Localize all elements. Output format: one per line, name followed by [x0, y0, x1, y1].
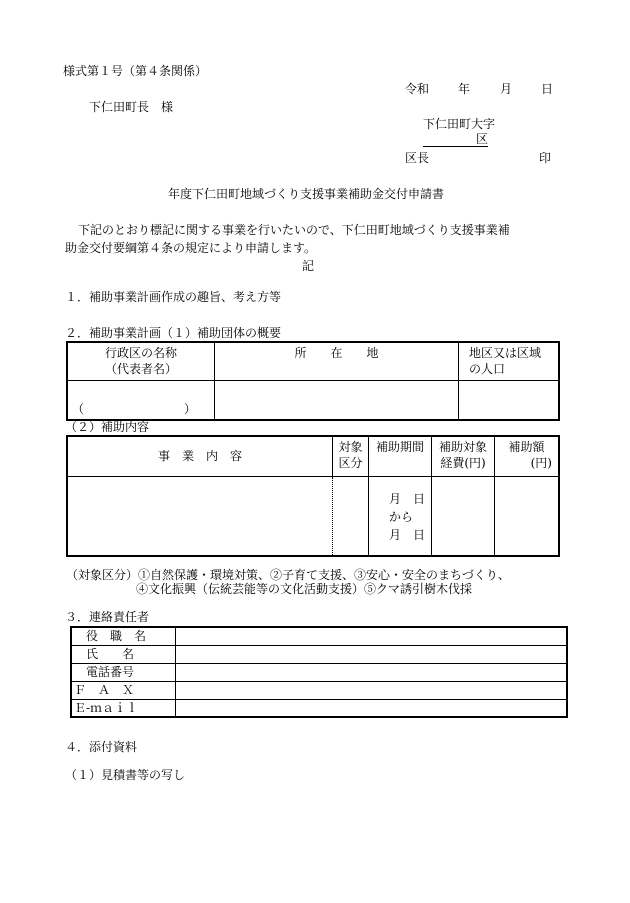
col-population: 地区又は区域 の人口 — [459, 342, 560, 380]
category-note-1: （対象区分）①自然保護・環境対策、②子育て支援、③安心・安全のまちづくり、 — [66, 568, 510, 582]
section-1-heading: １．補助事業計画作成の趣旨、考え方等 — [65, 290, 282, 304]
contact-label-phone: 電話番号 — [71, 663, 176, 681]
district-name-cell[interactable] — [67, 380, 215, 420]
contact-label-name: 氏 名 — [71, 645, 176, 663]
applicant-seal: 印 — [539, 151, 552, 165]
contact-label-email: Ｅ‐ｍａｉｌ — [71, 699, 176, 717]
project-content-cell[interactable] — [67, 476, 333, 556]
contact-value-name[interactable] — [176, 645, 568, 663]
addressee: 下仁田町長 様 — [89, 100, 174, 114]
location-cell[interactable] — [215, 380, 459, 420]
paren-close: ） — [183, 402, 196, 416]
contact-value-email[interactable] — [176, 699, 568, 717]
period-from: から — [389, 509, 414, 524]
date-day: 日 — [541, 82, 554, 96]
col-period: 補助期間 — [369, 436, 432, 476]
applicant-town: 下仁田町大字 — [423, 117, 496, 131]
col-location: 所 在 地 — [215, 342, 459, 380]
section-2-heading: ２．補助事業計画（１）補助団体の概要 — [65, 326, 282, 340]
contact-value-phone[interactable] — [176, 663, 568, 681]
col-eligible-cost: 補助対象 経費(円) — [432, 436, 495, 476]
period-end-month: 月 — [389, 527, 402, 542]
category-cell[interactable] — [333, 476, 369, 556]
aid-content-table — [66, 435, 560, 557]
date-year: 年 — [458, 82, 471, 96]
col-aid-amount: 補助額 (円) — [495, 436, 560, 476]
group-overview-table — [66, 341, 560, 421]
body-line-1: 下記のとおり標記に関する事業を行いたいので、下仁田町地域づくり支援事業補 — [78, 223, 510, 237]
period-cell[interactable] — [369, 476, 432, 556]
col-category: 対象 区分 — [333, 436, 369, 476]
applicant-district: 区 — [476, 132, 489, 146]
paren-open: （ — [72, 402, 85, 416]
eligible-cost-cell[interactable] — [432, 476, 495, 556]
col-project-content: 事 業 内 容 — [67, 436, 333, 476]
contact-label-fax: Ｆ Ａ Ｘ — [71, 681, 176, 699]
body-line-2: 助金交付要綱第４条の規定により申請します。 — [65, 241, 317, 255]
document-title: 年度下仁田町地域づくり支援事業補助金交付申請書 — [168, 187, 445, 201]
period-start-day: 日 — [412, 491, 425, 506]
section-2-sub-heading: （２）補助内容 — [65, 420, 150, 434]
period-start-month: 月 — [389, 491, 402, 506]
col-district-name: 行政区の名称 （代表者名） — [67, 342, 215, 380]
period-end-day: 日 — [412, 527, 425, 542]
population-cell[interactable] — [459, 380, 560, 420]
date-era: 令和 — [405, 82, 430, 96]
contact-label-position: 役 職 名 — [71, 627, 176, 645]
section-4-heading: ４．添付資料 — [65, 740, 138, 754]
date-month: 月 — [500, 82, 513, 96]
section-3-heading: ３．連絡責任者 — [65, 610, 150, 624]
ki-label: 記 — [302, 259, 315, 273]
attachment-item-1: （１）見積書等の写し — [65, 768, 186, 782]
form-number: 様式第１号（第４条関係） — [63, 64, 208, 78]
contact-table — [70, 626, 568, 718]
category-note-2: ④文化振興（伝統芸能等の文化活動支援）⑤クマ誘引樹木伐採 — [136, 582, 473, 596]
contact-value-fax[interactable] — [176, 681, 568, 699]
aid-amount-cell[interactable] — [495, 476, 560, 556]
contact-value-position[interactable] — [176, 627, 568, 645]
applicant-head: 区長 — [405, 151, 430, 165]
